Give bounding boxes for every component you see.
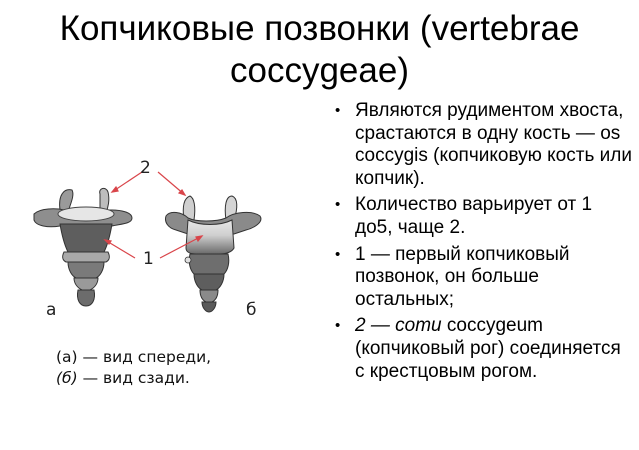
bullet-text: coccygeum (копчиковый рог) соединяется с крестцовым рогом. (355, 315, 621, 382)
bullet-item (333, 194, 633, 239)
bullet-icon: • (335, 317, 341, 335)
bullet-text: 1 — первый копчиковый позвонок, он больше остальных; (355, 243, 570, 310)
bullet-icon: • (335, 102, 341, 119)
bullet-text: Количество варьирует от 1 до5, чаще 2. (355, 194, 593, 238)
title-line-1: Копчиковые позвонки (vertebrae (59, 9, 580, 48)
bullet-text: Являются рудиментом хвоста, срастаются в одну кость — os coccygis (копчиковую кость или копчик). (355, 100, 632, 189)
slide-title (0, 8, 639, 92)
figure-caption (56, 347, 211, 389)
label-b: б (246, 300, 257, 320)
bullet-item (333, 100, 633, 190)
caption-line-2 (56, 368, 211, 389)
bullet-icon: • (335, 196, 341, 214)
label-1: 1 (143, 249, 154, 269)
bullet-list (333, 100, 633, 387)
bullet-prefix: 2 — (355, 315, 396, 337)
coccyx-back-view-icon (165, 196, 260, 312)
bullet-italic-term: comu (395, 315, 442, 337)
title-line-2: coccygeae) (230, 51, 409, 90)
coccyx-figure (20, 150, 290, 330)
caption-line-1: (а) — вид спереди, (56, 348, 212, 366)
bullet-item (333, 244, 633, 312)
caption-line-2-italic: (б) (56, 369, 78, 387)
bullet-item (333, 315, 633, 383)
label-2: 2 (140, 158, 151, 178)
bullet-icon: • (335, 245, 341, 263)
label-a: а (46, 300, 57, 320)
caption-line-2-text: — вид сзади. (77, 369, 190, 387)
